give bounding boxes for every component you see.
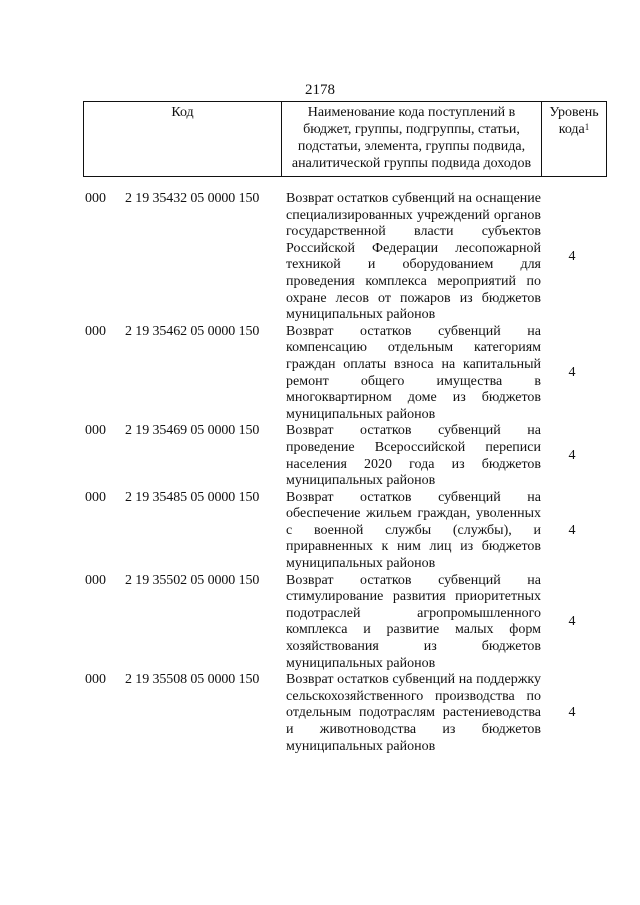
row-level: 4 [568,249,576,265]
row-income-code: 2 19 35502 05 0000 150 [125,572,260,588]
row-level: 4 [568,365,576,381]
row-admin-code: 000 [85,191,106,206]
page-number: 2178 [305,82,335,98]
row-admin-code: 000 [85,323,106,339]
row-admin-code: 000 [85,489,106,505]
row-description: Возврат остатков субвенций на поддержку сельскохозяйственного производства по отдельным подотраслям растениеводства и животноводства из бюджетов муниципальных районов [286,672,541,754]
row-description: Возврат остатков субвенций на оснащение специализированных учреждений органов государственной власти субъектов Российской Федерации лесопожарной техникой и оборудованием для проведения комплекса мероприятий по охране лесов от пожаров из бюджетов муниципальных районов [286,191,541,323]
header-level [542,102,607,177]
row-level: 4 [568,522,576,538]
row-description: Возврат остатков субвенций на обеспечение жильем граждан, уволенных с военной службы (службы), и приравненных к ним лиц из бюджетов муниципальных районов [286,489,541,572]
header-level-label: Уровень кода [549,105,599,137]
header-level-footnote: 1 [584,122,590,132]
header-row [84,102,607,177]
table-body [85,191,605,755]
header-code: Код [84,102,282,177]
row-admin-code: 000 [85,572,106,588]
row-level: 4 [568,705,576,721]
row-income-code: 2 19 35432 05 0000 150 [125,191,260,206]
row-income-code: 2 19 35469 05 0000 150 [125,423,260,439]
row-income-code: 2 19 35462 05 0000 150 [125,323,260,339]
row-admin-code: 000 [85,423,106,439]
row-description: Возврат остатков субвенций на стимулирование развития приоритетных подотраслей агропромышленного комплекса и развитие малых форм хозяйствования из бюджетов муниципальных районов [286,572,541,671]
table-row [85,490,605,573]
table-row [85,191,605,324]
header-name: Наименование кода поступлений в бюджет, группы, подгруппы, статьи, подстатьи, элемента, группы подвида, аналитической группы подвида доходов [282,102,542,177]
table-row [85,672,605,755]
row-admin-code: 000 [85,672,106,688]
row-level: 4 [568,614,576,630]
row-income-code: 2 19 35508 05 0000 150 [125,672,260,688]
row-income-code: 2 19 35485 05 0000 150 [125,489,260,505]
row-description: Возврат остатков субвенций на проведение Всероссийской переписи населения 2020 года из бюджетов муниципальных районов [286,423,541,489]
table-header [83,101,607,177]
row-description: Возврат остатков субвенций на компенсацию отдельным категориям граждан оплаты взноса на капитальный ремонт общего имущества в многоквартирном доме из бюджетов муниципальных районов [286,323,541,422]
table-row [85,324,605,424]
table-row [85,573,605,673]
row-level: 4 [568,448,576,464]
table-row [85,423,605,489]
